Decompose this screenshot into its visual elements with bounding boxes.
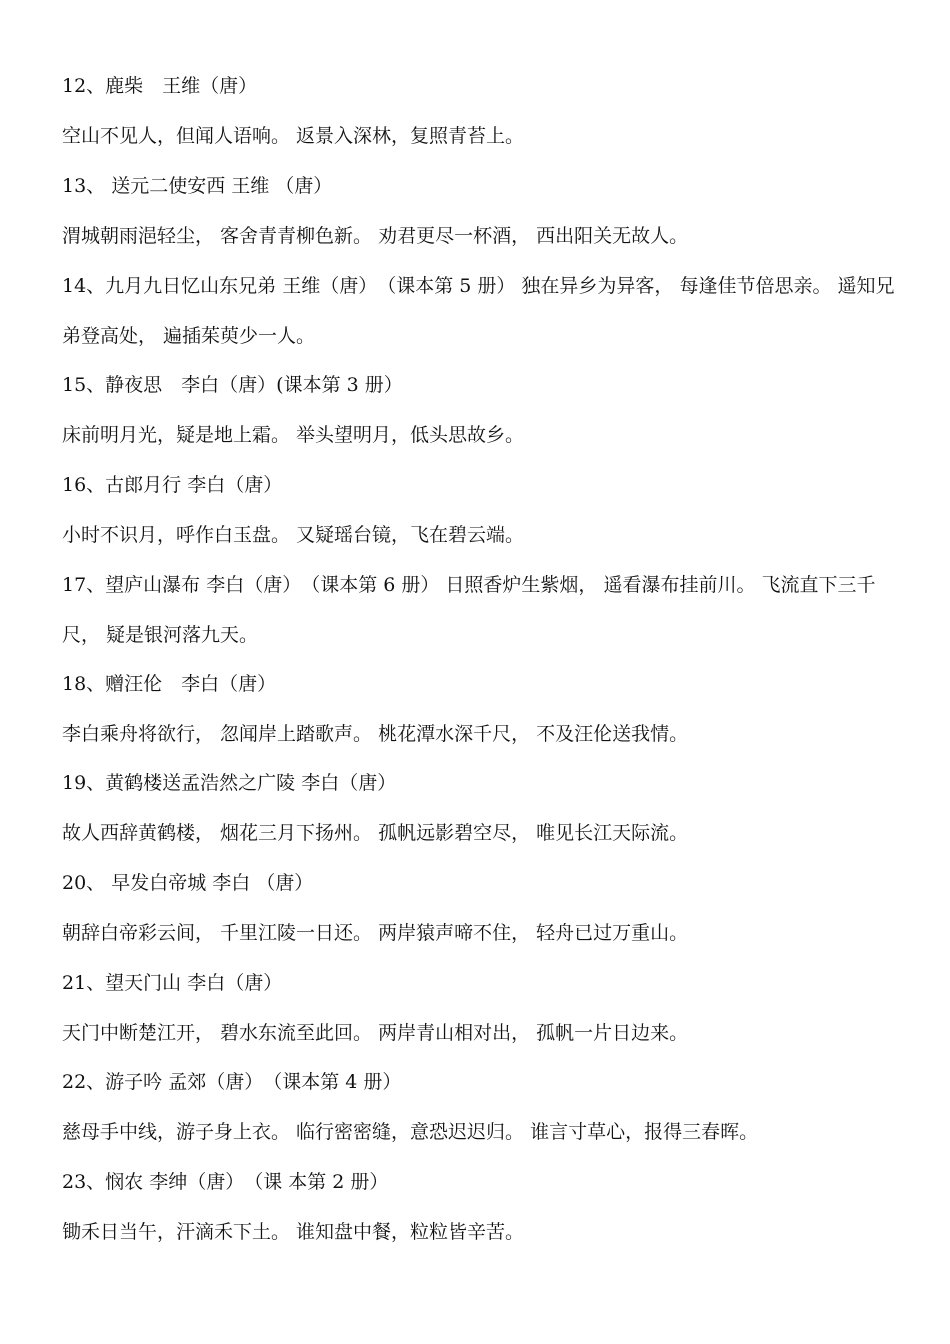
poem-22-text: 慈母手中线，游子身上衣。 临行密密缝，意恐迟迟归。 谁言寸草心，报得三春晖。 <box>62 1121 759 1143</box>
poem-18-title: 18、赠汪伦 李白（唐） <box>62 673 277 695</box>
poem-19-title: 19、黄鹤楼送孟浩然之广陵 李白（唐） <box>62 772 397 794</box>
poem-14-paragraph: 14、九月九日忆山东兄弟 王维（唐） （课本第 5 册） 独在异乡为异客， 每逢佳节倍思亲。 遥知兄弟登高处， 遍插茱萸少一人。 <box>62 275 895 347</box>
poem-12-title: 12、鹿柴 王维（唐） <box>62 75 258 97</box>
poem-13-title: 13、 送元二使安西 王维 （唐） <box>62 175 333 197</box>
poem-19-text: 故人西辞黄鹤楼， 烟花三月下扬州。 孤帆远影碧空尽， 唯见长江天际流。 <box>62 822 689 844</box>
poem-15-text: 床前明月光，疑是地上霜。 举头望明月，低头思故乡。 <box>62 424 525 446</box>
poem-21-title: 21、望天门山 李白（唐） <box>62 972 283 994</box>
poem-16-title: 16、古郎月行 李白（唐） <box>62 474 283 496</box>
poem-20-title: 20、 早发白帝城 李白 （唐） <box>62 872 314 894</box>
poem-12-text: 空山不见人，但闻人语响。 返景入深林，复照青苔上。 <box>62 125 525 147</box>
poem-13-text: 渭城朝雨浥轻尘， 客舍青青柳色新。 劝君更尽一杯酒， 西出阳关无故人。 <box>62 225 689 247</box>
poem-21-text: 天门中断楚江开， 碧水东流至此回。 两岸青山相对出， 孤帆一片日边来。 <box>62 1022 689 1044</box>
poem-16-text: 小时不识月，呼作白玉盘。 又疑瑶台镜，飞在碧云端。 <box>62 524 525 546</box>
poem-23-title: 23、悯农 李绅（唐） （课 本第 2 册） <box>62 1171 389 1193</box>
poem-15-title: 15、静夜思 李白（唐）(课本第 3 册） <box>62 374 403 396</box>
poem-18-text: 李白乘舟将欲行， 忽闻岸上踏歌声。 桃花潭水深千尺， 不及汪伦送我情。 <box>62 723 689 745</box>
poem-20-text: 朝辞白帝彩云间， 千里江陵一日还。 两岸猿声啼不住， 轻舟已过万重山。 <box>62 922 689 944</box>
poem-23-text: 锄禾日当午，汗滴禾下土。 谁知盘中餐，粒粒皆辛苦。 <box>62 1221 525 1243</box>
poem-22-title: 22、游子吟 孟郊（唐） （课本第 4 册） <box>62 1071 402 1093</box>
poem-17-paragraph: 17、望庐山瀑布 李白（唐） （课本第 6 册） 日照香炉生紫烟， 遥看瀑布挂前川。 飞流直下三千尺， 疑是银河落九天。 <box>62 574 876 646</box>
